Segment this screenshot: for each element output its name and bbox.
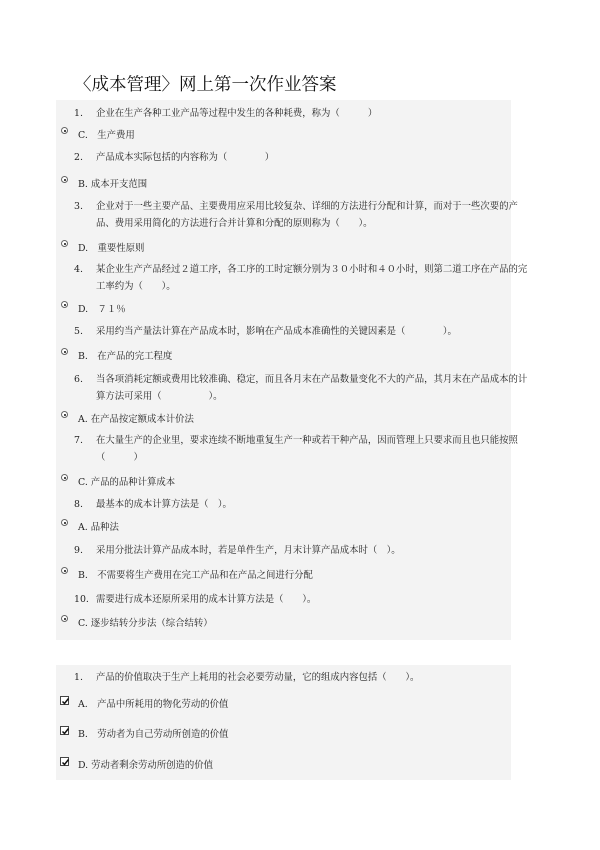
answer-3: D. 重要性原则 xyxy=(58,240,140,254)
selected-radio-icon[interactable] xyxy=(61,240,68,247)
answer-9: B. 不需要将生产费用在完工产品和在产品之间进行分配 xyxy=(58,567,309,581)
checked-checkbox-icon[interactable] xyxy=(60,757,69,766)
question-10: 10. 需要进行成本还原所采用的成本计算方法是（ ）。 xyxy=(74,594,317,605)
answer-2: B. 成本开支范围 xyxy=(58,176,143,190)
question-7: 7. 在大量生产的企业里，要求连续不断地重复生产一种或若干种产品，因而管理上只要求而且也只能按照（ ） xyxy=(74,435,518,463)
page-title: 〈成本管理〉网上第一次作业答案 xyxy=(74,75,337,95)
selected-radio-icon[interactable] xyxy=(61,519,68,526)
checked-checkbox-icon[interactable] xyxy=(60,696,69,705)
question-6: 6. 当各项消耗定额或费用比较准确、稳定，而且各月末在产品数量变化不大的产品，其月末在产品成本的计算方法可采用（ ）。 xyxy=(74,374,528,402)
multi-answer-d: D. 劳动者剩余劳动所创造的价值 xyxy=(58,757,209,771)
answer-4: D. ７１％ xyxy=(58,301,122,315)
selected-radio-icon[interactable] xyxy=(61,301,68,308)
answer-10: C. 逐步结转分步法（综合结转） xyxy=(58,615,209,629)
answer-8: A. 品种法 xyxy=(58,519,115,533)
question-9: 9. 采用分批法计算产品成本时，若是单件生产，月末计算产品成本时（ ）。 xyxy=(74,545,401,556)
question-5: 5. 采用约当产量法计算在产品成本时，影响在产品成本准确性的关键因素是（ ）。 xyxy=(74,326,457,337)
selected-radio-icon[interactable] xyxy=(61,411,68,418)
multi-answer-b: B. 劳动者为自己劳动所创造的价值 xyxy=(58,726,225,740)
answer-1: C. 生产费用 xyxy=(58,127,131,141)
selected-radio-icon[interactable] xyxy=(61,348,68,355)
question-4: 4. 某企业生产产品经过２道工序，各工序的工时定额分别为３０小时和４０小时，则第二道工序在产品的完工率约为（ ）。 xyxy=(74,264,528,292)
answer-7: C. 产品的品种计算成本 xyxy=(58,474,171,488)
multi-question-1: 1. 产品的价值取决于生产上耗用的社会必要劳动量，它的组成内容包括（ ）。 xyxy=(74,672,420,683)
question-3: 3. 企业对于一些主要产品、主要费用应采用比较复杂、详细的方法进行分配和计算，而对于一些次要的产品、费用采用简化的方法进行合并计算和分配的原则称为（ ）。 xyxy=(74,201,518,229)
checked-checkbox-icon[interactable] xyxy=(60,726,69,735)
question-2: 2. 产品成本实际包括的内容称为（ ） xyxy=(74,152,275,163)
selected-radio-icon[interactable] xyxy=(61,615,68,622)
answer-6: A. 在产品按定额成本计价法 xyxy=(58,411,190,425)
selected-radio-icon[interactable] xyxy=(61,127,68,134)
answer-5: B. 在产品的完工程度 xyxy=(58,348,168,362)
selected-radio-icon[interactable] xyxy=(61,474,68,481)
question-1: 1. 企业在生产各种工业产品等过程中发生的各种耗费，称为（ ） xyxy=(74,108,378,119)
question-8: 8. 最基本的成本计算方法是（ ）。 xyxy=(74,499,232,510)
selected-radio-icon[interactable] xyxy=(61,176,68,183)
selected-radio-icon[interactable] xyxy=(61,567,68,574)
multi-answer-a: A. 产品中所耗用的物化劳动的价值 xyxy=(58,696,224,710)
